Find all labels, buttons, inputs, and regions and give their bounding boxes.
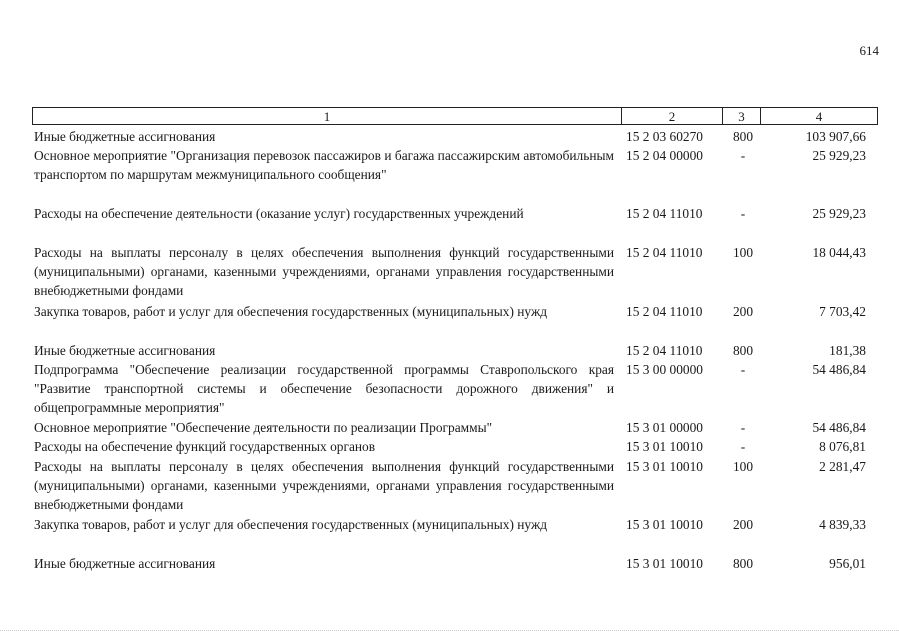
row-name: Основное мероприятие "Организация перевозок пассажиров и багажа пассажирским автомобильным транспортом по маршрутам межмуниципального сообщения" xyxy=(34,148,614,182)
row-code: 15 3 01 00000 xyxy=(626,420,703,435)
row-name: Расходы на обеспечение деятельности (оказание услуг) государственных учреждений xyxy=(34,206,524,221)
row-type: 800 xyxy=(732,343,754,358)
row-code: 15 3 01 10010 xyxy=(626,439,703,454)
table-header-row xyxy=(32,107,878,125)
row-type: - xyxy=(740,148,746,163)
row-amount: 8 076,81 xyxy=(819,439,866,454)
row-amount: 103 907,66 xyxy=(805,129,866,144)
row-name: Расходы на выплаты персоналу в целях обеспечения выполнения функций государственными (муниципальными) органами, казенными учреждениями, органами управления государственными внебюджетными фондами xyxy=(34,245,614,298)
row-type: 800 xyxy=(732,129,754,144)
row-amount: 18 044,43 xyxy=(812,245,866,260)
row-amount: 4 839,33 xyxy=(819,517,866,532)
row-amount: 181,38 xyxy=(829,343,866,358)
row-amount: 54 486,84 xyxy=(812,362,866,377)
row-type: - xyxy=(740,420,746,435)
row-name: Расходы на выплаты персоналу в целях обеспечения выполнения функций государственными (муниципальными) органами, казенными учреждениями, органами управления государственными внебюджетными фондами xyxy=(34,459,614,512)
row-name: Расходы на обеспечение функций государственных органов xyxy=(34,439,376,454)
page-number: 614 xyxy=(859,43,879,58)
row-amount: 25 929,23 xyxy=(812,148,866,163)
row-code: 15 2 04 11010 xyxy=(626,206,703,221)
row-type: 100 xyxy=(732,245,754,260)
row-amount: 956,01 xyxy=(829,556,866,571)
row-type: 800 xyxy=(732,556,754,571)
budget-table xyxy=(32,107,878,571)
row-amount: 25 929,23 xyxy=(812,206,866,221)
row-code: 15 3 00 00000 xyxy=(626,362,703,377)
row-amount: 54 486,84 xyxy=(812,420,866,435)
row-code: 15 3 01 10010 xyxy=(626,459,703,474)
column-header-4: 4 xyxy=(760,108,877,124)
row-name: Иные бюджетные ассигнования xyxy=(34,556,216,571)
row-type: 100 xyxy=(732,459,754,474)
row-code: 15 3 01 10010 xyxy=(626,517,703,532)
row-code: 15 2 04 11010 xyxy=(626,245,703,260)
row-type: - xyxy=(740,206,746,221)
row-name: Закупка товаров, работ и услуг для обеспечения государственных (муниципальных) нужд xyxy=(34,517,548,532)
row-name: Иные бюджетные ассигнования xyxy=(34,343,216,358)
column-header-3: 3 xyxy=(722,108,760,124)
row-name: Иные бюджетные ассигнования xyxy=(34,129,216,144)
row-name: Подпрограмма "Обеспечение реализации государственной программы Ставропольского края "Развитие транспортной системы и обеспечение безопасности дорожного движения" и общепрограммные мероприятия" xyxy=(34,362,614,415)
row-code: 15 2 04 00000 xyxy=(626,148,703,163)
row-type: 200 xyxy=(732,517,754,532)
scan-edge-divider xyxy=(0,630,899,632)
row-type: - xyxy=(740,439,746,454)
row-code: 15 2 03 60270 xyxy=(626,129,703,144)
column-header-2: 2 xyxy=(621,108,722,124)
row-name: Закупка товаров, работ и услуг для обеспечения государственных (муниципальных) нужд xyxy=(34,304,548,319)
row-code: 15 2 04 11010 xyxy=(626,304,703,319)
row-name: Основное мероприятие "Обеспечение деятельности по реализации Программы" xyxy=(34,420,493,435)
column-header-1: 1 xyxy=(323,109,331,124)
row-code: 15 3 01 10010 xyxy=(626,556,703,571)
row-type: 200 xyxy=(732,304,754,319)
row-amount: 7 703,42 xyxy=(819,304,866,319)
row-code: 15 2 04 11010 xyxy=(626,343,703,358)
row-amount: 2 281,47 xyxy=(819,459,866,474)
row-type: - xyxy=(740,362,746,377)
